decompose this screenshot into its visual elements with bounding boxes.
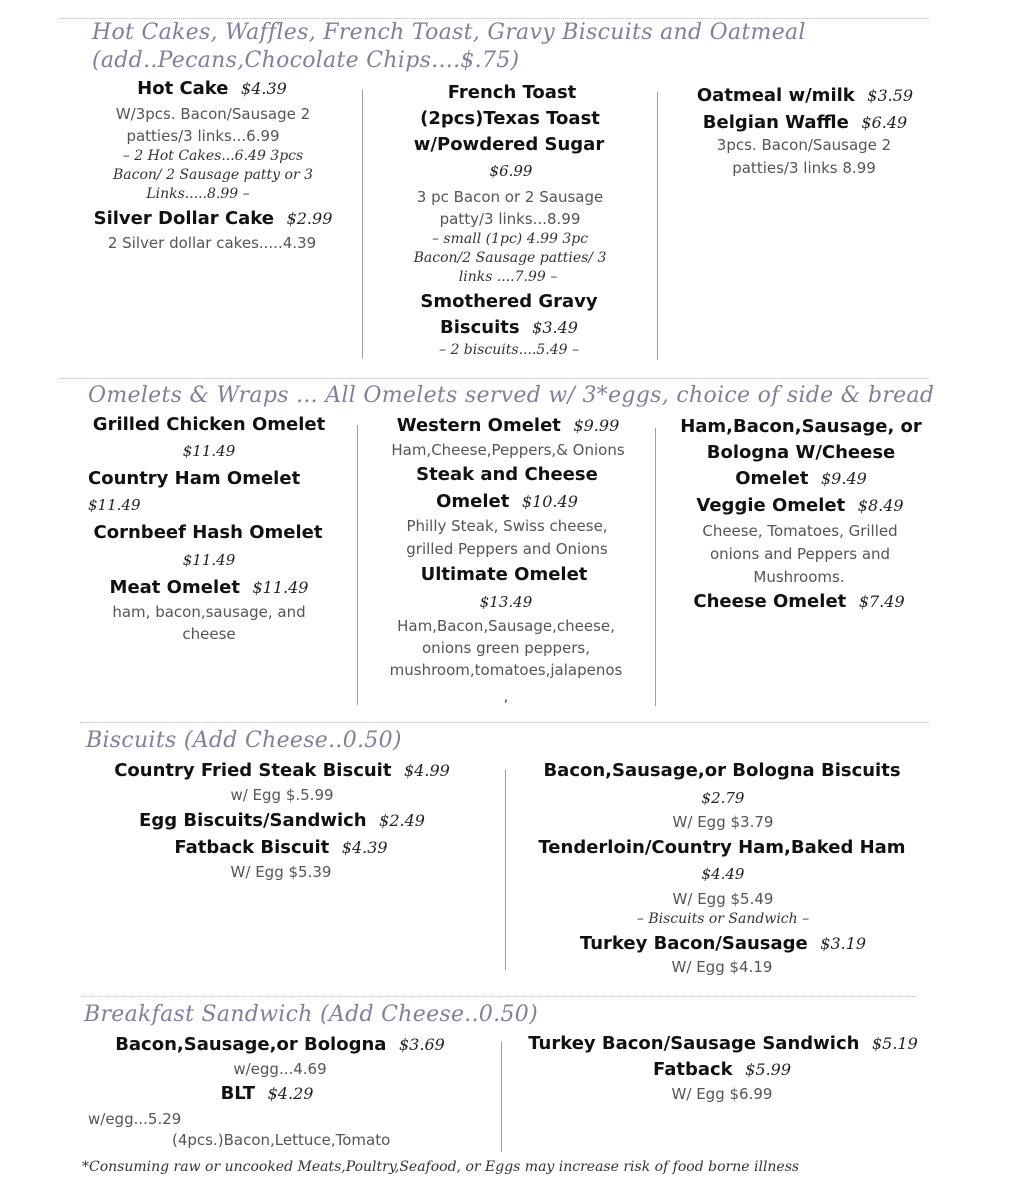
- price: $5.19: [871, 1034, 918, 1053]
- menu-item-cheese-omelet: Cheese Omelet $7.49: [693, 591, 905, 612]
- section-divider: [60, 378, 930, 379]
- menu-item-blt: BLT $4.29: [220, 1083, 314, 1104]
- menu-item-ham-bacon-sausage-omelet-line: Bologna W/Cheese: [706, 442, 896, 463]
- price: $3.59: [867, 86, 914, 105]
- item-description: w/egg...5.29: [88, 1110, 182, 1128]
- price: $2.49: [379, 811, 425, 830]
- menu-item-bacon-sausage-bologna-sandwich: Bacon,Sausage,or Bologna $3.69: [115, 1034, 445, 1055]
- item-description: W/ Egg $6.99: [671, 1085, 773, 1103]
- menu-item-bacon-sausage-bologna-biscuits: Bacon,Sausage,or Bologna Biscuits: [543, 760, 901, 781]
- menu-item-ham-bacon-sausage-omelet-line: Omelet $9.49: [735, 468, 867, 489]
- price: $11.49: [88, 496, 141, 514]
- item-description: patties/3 links...6.99: [126, 127, 280, 145]
- item-description: patties/3 links 8.99: [732, 159, 876, 177]
- price: $9.49: [820, 469, 867, 488]
- menu-item-oatmeal: Oatmeal w/milk $3.59: [696, 85, 914, 106]
- menu-item-belgian-waffle: Belgian Waffle $6.49: [702, 112, 908, 133]
- menu-item-steak-and-cheese-omelet: Steak and Cheese: [416, 464, 598, 485]
- menu-item-country-ham-omelet: Country Ham Omelet: [88, 468, 301, 489]
- item-note: – small (1pc) 4.99 3pc: [431, 231, 589, 247]
- menu-item-smothered-gravy-biscuits: Smothered Gravy: [420, 291, 598, 312]
- price: $6.49: [861, 113, 908, 132]
- item-description: 3 pc Bacon or 2 Sausage: [416, 188, 604, 206]
- menu-item-smothered-gravy-biscuits-line: Biscuits $3.49: [440, 317, 578, 338]
- item-description: W/ Egg $5.39: [230, 863, 332, 881]
- column-divider: [357, 425, 358, 705]
- menu-item-steak-and-cheese-omelet-line: Omelet $10.49: [436, 491, 578, 512]
- item-description: (4pcs.)Bacon,Lettuce,Tomato: [172, 1131, 391, 1149]
- item-description: patty/3 links...8.99: [439, 210, 581, 228]
- item-description: grilled Peppers and Onions: [406, 540, 608, 558]
- price: $6.99: [489, 162, 533, 180]
- menu-item-country-fried-steak-biscuit: Country Fried Steak Biscuit $4.99: [114, 760, 450, 781]
- menu-item-french-toast: French Toast: [447, 82, 577, 103]
- price: $11.49: [182, 551, 236, 569]
- item-description: Philly Steak, Swiss cheese,: [406, 517, 608, 535]
- item-description: W/ Egg $4.19: [671, 958, 773, 976]
- item-description: w/ Egg $.5.99: [230, 786, 334, 804]
- column-divider: [362, 90, 363, 358]
- menu-item-cornbeef-hash-omelet: Cornbeef Hash Omelet: [93, 522, 323, 543]
- item-note: links ....7.99 –: [458, 269, 558, 285]
- price: $4.39: [341, 838, 388, 857]
- menu-item-veggie-omelet: Veggie Omelet $8.49: [696, 495, 904, 516]
- footer-disclaimer: *Consuming raw or uncooked Meats,Poultry,Seafood, or Eggs may increase risk of food borne illness: [82, 1159, 800, 1175]
- section-divider: [80, 722, 930, 723]
- price: $9.99: [573, 416, 620, 435]
- price: $13.49: [479, 593, 533, 611]
- item-note: – 2 Hot Cakes...6.49 3pcs: [122, 148, 304, 164]
- price: $2.99: [286, 209, 333, 228]
- price: $7.49: [858, 592, 905, 611]
- column-divider: [655, 428, 656, 706]
- item-description: onions green peppers,: [422, 639, 590, 657]
- item-description: Ham,Bacon,Sausage,cheese,: [397, 617, 615, 635]
- item-description: Mushrooms.: [753, 568, 845, 586]
- item-description: W/ Egg $3.79: [672, 813, 774, 831]
- menu-item-french-toast-line: (2pcs)Texas Toast: [420, 108, 600, 129]
- menu-item-fatback-biscuit: Fatback Biscuit $4.39: [174, 837, 388, 858]
- menu-item-turkey-bacon-sausage: Turkey Bacon/Sausage $3.19: [579, 933, 867, 954]
- section-title-pancakes: Hot Cakes, Waffles, French Toast, Gravy Biscuits and Oatmeal: [92, 20, 806, 45]
- section-title-omelets: Omelets & Wraps ... All Omelets served w/ 3*eggs, choice of side & bread: [88, 383, 935, 408]
- column-divider: [657, 92, 658, 360]
- price: $3.49: [532, 318, 578, 337]
- item-description: 2 Silver dollar cakes.....4.39: [107, 234, 317, 252]
- item-description: ,: [503, 687, 509, 705]
- price: $3.19: [820, 934, 867, 953]
- price: $11.49: [252, 578, 309, 597]
- item-description: Cheese, Tomatoes, Grilled: [702, 522, 898, 540]
- menu-item-french-toast-line: w/Powdered Sugar: [413, 134, 605, 155]
- item-description: 3pcs. Bacon/Sausage 2: [716, 136, 892, 154]
- menu-item-western-omelet: Western Omelet $9.99: [396, 415, 620, 436]
- price: $8.49: [857, 496, 904, 515]
- menu-item-ultimate-omelet: Ultimate Omelet: [420, 564, 588, 585]
- top-divider: [60, 18, 930, 19]
- item-note: – Biscuits or Sandwich –: [636, 911, 810, 927]
- item-note: Bacon/ 2 Sausage patty or 3: [112, 167, 314, 183]
- menu-item-ham-bacon-sausage-omelet: Ham,Bacon,Sausage, or: [680, 416, 922, 437]
- item-description: onions and Peppers and: [709, 545, 891, 563]
- item-note: Bacon/2 Sausage patties/ 3: [413, 250, 607, 266]
- menu-item-grilled-chicken-omelet: Grilled Chicken Omelet: [92, 414, 326, 435]
- price: $4.49: [701, 865, 745, 883]
- price: $5.99: [745, 1060, 792, 1079]
- menu-item-egg-biscuits: Egg Biscuits/Sandwich $2.49: [139, 810, 425, 831]
- section-title-biscuits: Biscuits (Add Cheese..0.50): [86, 728, 402, 753]
- item-description: ham, bacon,sausage, and: [112, 603, 306, 621]
- item-description: mushroom,tomatoes,jalapenos: [389, 661, 623, 679]
- price: $10.49: [521, 492, 578, 511]
- menu-item-silver-dollar-cake: Silver Dollar Cake $2.99: [93, 208, 333, 229]
- menu-item-turkey-bacon-sausage-sandwich: Turkey Bacon/Sausage Sandwich $5.19: [528, 1033, 918, 1054]
- price: $2.79: [701, 789, 745, 807]
- item-description: W/ Egg $5.49: [672, 890, 774, 908]
- item-note: – 2 biscuits....5.49 –: [439, 342, 579, 358]
- menu-item-fatback: Fatback $5.99: [652, 1059, 792, 1080]
- section-title-breakfast-sandwich: Breakfast Sandwich (Add Cheese..0.50): [84, 1002, 538, 1027]
- item-description: cheese: [182, 625, 236, 643]
- column-divider: [501, 1042, 502, 1152]
- section-subtitle-pancakes: (add..Pecans,Chocolate Chips....$.75): [92, 48, 520, 73]
- item-description: W/3pcs. Bacon/Sausage 2: [115, 105, 311, 123]
- item-note: Links.....8.99 –: [146, 186, 250, 202]
- menu-item-meat-omelet: Meat Omelet $11.49: [109, 577, 309, 598]
- price: $3.69: [398, 1035, 445, 1054]
- menu-item-tenderloin-country-ham: Tenderloin/Country Ham,Baked Ham: [538, 837, 906, 858]
- menu-item-hot-cake: Hot Cake $4.39: [137, 78, 287, 99]
- price: $4.39: [241, 79, 287, 98]
- section-divider: [80, 996, 915, 997]
- column-divider: [505, 770, 506, 970]
- price: $4.99: [404, 761, 450, 780]
- item-description: w/egg...4.69: [233, 1060, 327, 1078]
- price: $11.49: [182, 442, 236, 460]
- price: $4.29: [267, 1084, 314, 1103]
- item-description: Ham,Cheese,Peppers,& Onions: [391, 441, 625, 459]
